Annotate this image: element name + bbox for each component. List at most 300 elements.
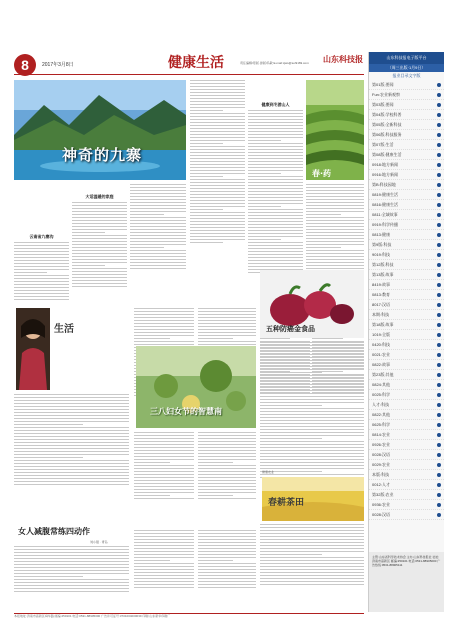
text-line — [134, 584, 194, 585]
text-line — [248, 260, 303, 261]
text-line — [134, 308, 194, 309]
flower-photo — [136, 346, 256, 428]
text-line — [248, 176, 303, 177]
text-line — [248, 212, 303, 213]
bullet-icon — [437, 313, 441, 317]
bullet-icon — [437, 163, 441, 167]
text-line — [72, 211, 127, 212]
text-line — [14, 460, 129, 461]
text-line — [260, 372, 322, 373]
sidebar-issue-link[interactable] — [369, 90, 444, 100]
text-line — [134, 483, 194, 484]
text-line — [14, 284, 69, 285]
text-line — [198, 495, 233, 496]
sidebar-issue-link[interactable] — [369, 110, 444, 120]
text-line — [248, 221, 303, 222]
text-line — [198, 323, 256, 324]
text-line — [198, 587, 256, 588]
bullet-icon — [437, 193, 441, 197]
text-line — [248, 143, 303, 144]
text-line — [14, 281, 69, 282]
bullet-icon — [437, 123, 441, 127]
text-line — [190, 200, 245, 201]
text-line — [72, 280, 127, 281]
text-line — [190, 239, 245, 240]
jiuzhai-subhead: 云南省九寨沟 — [29, 234, 54, 239]
text-line — [248, 245, 303, 246]
text-line — [260, 465, 364, 466]
bullet-icon — [437, 153, 441, 157]
sidebar-issue-link[interactable] — [369, 340, 444, 350]
text-line — [14, 463, 129, 464]
sidebar-issue-link[interactable] — [369, 390, 444, 400]
text-line — [14, 436, 129, 437]
text-line — [260, 581, 364, 582]
woman-portrait-illustration — [16, 308, 50, 390]
text-line — [248, 164, 303, 165]
bullet-icon — [437, 263, 441, 267]
woman-portrait-photo — [16, 308, 50, 390]
text-line — [72, 205, 127, 206]
sidebar-subtitle: （周三出版·1月9日） — [369, 64, 444, 72]
sidebar-issue-link[interactable] — [369, 140, 444, 150]
bullet-icon — [437, 493, 441, 497]
text-line — [72, 262, 127, 263]
text-line — [130, 199, 186, 200]
text-line — [190, 173, 245, 174]
jiuzhai-article-col3 — [130, 184, 186, 302]
agri-corner-tag: 健康农业 — [262, 470, 275, 474]
text-line — [190, 158, 245, 159]
text-line — [134, 542, 194, 543]
text-line — [72, 241, 127, 242]
sidebar-issue-label: 1019:全版 — [372, 331, 391, 337]
sidebar-issue-link[interactable] — [369, 270, 444, 280]
text-line — [306, 238, 364, 239]
sidebar-issue-link[interactable] — [369, 120, 444, 130]
sidebar-issue-link[interactable] — [369, 380, 444, 390]
text-line — [190, 185, 245, 186]
text-line — [130, 226, 186, 227]
text-line — [190, 194, 245, 195]
text-line — [14, 445, 129, 446]
sidebar-issue-link[interactable] — [369, 410, 444, 420]
text-line — [248, 170, 303, 171]
text-line — [134, 533, 194, 534]
text-line — [198, 560, 233, 561]
text-line — [306, 232, 364, 233]
sidebar-issue-link[interactable] — [369, 510, 444, 520]
sidebar-issue-link[interactable] — [369, 100, 444, 110]
text-line — [248, 167, 303, 168]
text-line — [198, 533, 256, 534]
text-line — [14, 573, 129, 574]
text-line — [260, 584, 364, 585]
bullet-icon — [437, 473, 441, 477]
text-line — [260, 533, 364, 534]
sidebar-issue-label: 第32版:农业 — [372, 491, 394, 497]
text-line — [198, 542, 256, 543]
text-line — [190, 179, 245, 180]
page-number-badge: 8 — [14, 54, 36, 76]
text-line — [198, 317, 256, 318]
text-line — [190, 236, 245, 237]
text-line — [198, 444, 256, 445]
text-line — [198, 344, 256, 345]
text-line — [72, 250, 127, 251]
text-line — [14, 552, 129, 553]
text-line — [190, 143, 223, 144]
sidebar-issue-link[interactable] — [369, 450, 444, 460]
text-line — [198, 489, 256, 490]
text-line — [130, 238, 186, 239]
text-line — [190, 230, 245, 231]
sidebar-issue-link[interactable] — [369, 150, 444, 160]
text-line — [14, 293, 69, 294]
sidebar-issue-label: 8017:汉语 — [372, 301, 391, 307]
text-line — [14, 427, 129, 428]
sidebar-issue-link[interactable] — [369, 420, 444, 430]
text-line — [190, 116, 245, 117]
bullet-icon — [437, 323, 441, 327]
text-line — [190, 221, 245, 222]
text-line — [14, 266, 69, 267]
sidebar-issue-link[interactable] — [369, 360, 444, 370]
bullet-icon — [437, 463, 441, 467]
text-line — [198, 584, 256, 585]
text-line — [198, 326, 256, 327]
text-line — [190, 110, 223, 111]
text-line — [72, 217, 127, 218]
text-line — [134, 566, 194, 567]
jiuzhai-photo — [14, 80, 186, 180]
text-line — [260, 524, 364, 525]
sidebar-issue-label: 0926:农业 — [372, 441, 391, 447]
bullet-icon — [437, 393, 441, 397]
text-line — [248, 173, 281, 174]
text-line — [72, 235, 127, 236]
text-line — [134, 332, 194, 333]
text-line — [14, 475, 129, 476]
sidebar-issue-label: 0814:农业 — [372, 431, 391, 437]
sidebar-issue-link[interactable] — [369, 490, 444, 500]
bullet-icon — [437, 273, 441, 277]
text-line — [260, 354, 364, 355]
text-line — [260, 545, 364, 546]
text-line — [14, 451, 129, 452]
sidebar-issue-link[interactable] — [369, 350, 444, 360]
text-line — [190, 83, 245, 84]
sidebar-issue-link[interactable] — [369, 240, 444, 250]
text-line — [134, 338, 170, 339]
text-line — [190, 191, 245, 192]
sidebar-issue-link[interactable] — [369, 230, 444, 240]
center-article-col4 — [198, 432, 256, 527]
text-line — [14, 439, 129, 440]
text-line — [248, 182, 303, 183]
sidebar-issue-label: 人才:科技 — [372, 401, 390, 407]
text-line — [306, 208, 364, 209]
text-line — [306, 229, 364, 230]
sidebar-issue-link[interactable] — [369, 190, 444, 200]
text-line — [14, 564, 129, 565]
sidebar-issue-link[interactable] — [369, 280, 444, 290]
text-line — [260, 423, 364, 424]
sidebar-issue-label: 0919:科学传播 — [372, 221, 399, 227]
text-line — [260, 363, 364, 364]
text-line — [14, 582, 129, 583]
bullet-icon — [437, 243, 441, 247]
text-line — [14, 275, 69, 276]
five-foods-title: 五种防癌金食品 — [266, 324, 315, 333]
text-line — [306, 211, 364, 212]
text-line — [190, 152, 245, 153]
text-line — [130, 265, 186, 266]
text-line — [190, 188, 245, 189]
text-line — [190, 155, 245, 156]
sidebar-issue-link[interactable] — [369, 200, 444, 210]
text-line — [198, 539, 256, 540]
text-line — [190, 206, 245, 207]
sidebar-issue-link[interactable] — [369, 460, 444, 470]
text-line — [248, 248, 303, 249]
text-line — [72, 220, 127, 221]
text-line — [134, 441, 194, 442]
text-line — [248, 149, 303, 150]
text-line — [198, 486, 256, 487]
text-line — [198, 456, 256, 457]
text-line — [190, 101, 245, 102]
sidebar-issue-link[interactable] — [369, 320, 444, 330]
text-line — [14, 484, 129, 485]
family-subhead: 大话温暖的家庭 — [85, 194, 114, 199]
text-line — [198, 530, 256, 531]
sidebar-issue-link[interactable] — [369, 260, 444, 270]
text-line — [260, 396, 364, 397]
sidebar-issue-link[interactable] — [369, 480, 444, 490]
text-line — [130, 250, 186, 251]
text-line — [306, 214, 341, 215]
text-line — [198, 435, 256, 436]
bullet-icon — [437, 93, 441, 97]
bullet-icon — [437, 503, 441, 507]
sidebar-issue-link[interactable] — [369, 440, 444, 450]
text-line — [190, 89, 245, 90]
text-line — [14, 394, 129, 395]
sidebar-issue-link[interactable] — [369, 210, 444, 220]
text-line — [130, 256, 186, 257]
text-line — [198, 572, 256, 573]
bullet-icon — [437, 113, 441, 117]
sidebar-issue-link[interactable] — [369, 80, 444, 90]
text-line — [198, 557, 256, 558]
text-line — [134, 335, 194, 336]
text-line — [134, 465, 194, 466]
svg-text:春·药: 春·药 — [312, 169, 332, 178]
text-line — [130, 193, 186, 194]
header-rule — [14, 74, 364, 75]
bullet-icon — [437, 423, 441, 427]
sidebar-issue-label: 第05版:全新科技 — [372, 121, 402, 127]
text-line — [190, 164, 245, 165]
bottom-article-col2 — [198, 530, 256, 610]
text-line — [134, 581, 194, 582]
sidebar-issue-link[interactable] — [369, 160, 444, 170]
text-line — [198, 483, 256, 484]
text-line — [248, 203, 303, 204]
section-title: 健康生活 — [168, 55, 224, 71]
sidebar-issue-link[interactable] — [369, 220, 444, 230]
text-line — [260, 548, 364, 549]
sidebar-issue-label: 本期:科技 — [372, 311, 390, 317]
text-line — [198, 468, 256, 469]
text-line — [260, 438, 322, 439]
bullet-icon — [437, 183, 441, 187]
text-line — [134, 489, 194, 490]
sidebar-issue-label: 0918:地方新闻 — [372, 161, 399, 167]
text-line — [248, 134, 303, 135]
text-line — [72, 223, 127, 224]
text-line — [130, 223, 186, 224]
sidebar-issue-label: 第B:科技园地 — [372, 181, 396, 187]
text-line — [198, 335, 256, 336]
text-line — [260, 462, 364, 463]
sidebar-issue-label: 0625:科学 — [372, 421, 391, 427]
bullet-icon — [437, 173, 441, 177]
bullet-icon — [437, 293, 441, 297]
text-line — [248, 257, 303, 258]
text-line — [306, 244, 364, 245]
sidebar-issue-link[interactable] — [369, 290, 444, 300]
text-line — [260, 551, 364, 552]
sidebar-issue-link[interactable] — [369, 500, 444, 510]
text-line — [14, 299, 69, 300]
bullet-icon — [437, 363, 441, 367]
text-line — [248, 230, 303, 231]
center-article-col3 — [134, 432, 194, 527]
text-line — [190, 137, 245, 138]
text-line — [14, 585, 129, 586]
sidebar-issue-link[interactable] — [369, 180, 444, 190]
text-line — [306, 256, 364, 257]
sidebar-issue-label: 第13版:故事 — [372, 271, 394, 277]
text-line — [260, 411, 364, 412]
text-line — [14, 406, 129, 407]
text-line — [190, 86, 245, 87]
sidebar-issue-link[interactable] — [369, 400, 444, 410]
yellow-field-title: 春耕茶田 — [268, 498, 305, 508]
text-line — [130, 235, 186, 236]
text-line — [14, 415, 129, 416]
middle-article-col2 — [248, 80, 303, 302]
text-line — [130, 247, 164, 248]
sidebar-issue-label: 0028:汉语 — [372, 451, 391, 457]
sidebar-title: 山东科技报电子版平台 — [369, 52, 444, 64]
text-line — [260, 456, 364, 457]
text-line — [14, 430, 129, 431]
text-line — [306, 241, 364, 242]
sidebar-issue-label: 0822:其他 — [372, 411, 391, 417]
sidebar-issue-link[interactable] — [369, 330, 444, 340]
text-line — [260, 342, 364, 343]
bullet-icon — [437, 303, 441, 307]
issue-date: 2017年3月8日 — [42, 62, 74, 68]
sidebar-issue-link[interactable] — [369, 430, 444, 440]
text-line — [14, 257, 69, 258]
text-line — [134, 539, 194, 540]
bullet-icon — [437, 513, 441, 517]
bottom-article-col1 — [134, 530, 194, 610]
text-line — [248, 119, 303, 120]
text-line — [248, 179, 303, 180]
text-line — [248, 116, 303, 117]
text-line — [72, 232, 105, 233]
sidebar-issue-link[interactable] — [369, 250, 444, 260]
text-line — [190, 98, 245, 99]
text-line — [248, 200, 303, 201]
text-line — [14, 290, 69, 291]
text-line — [306, 235, 364, 236]
text-line — [190, 197, 245, 198]
text-line — [130, 196, 186, 197]
text-line — [130, 268, 186, 269]
text-line — [306, 187, 364, 188]
sidebar-issue-label: 第04版:学校科普 — [372, 111, 402, 117]
text-line — [130, 232, 186, 233]
sidebar-issue-link[interactable] — [369, 130, 444, 140]
text-line — [198, 554, 256, 555]
text-line — [190, 134, 245, 135]
text-line — [248, 233, 303, 234]
text-line — [306, 223, 364, 224]
text-line — [306, 259, 364, 260]
masthead-logo: 山东科技报 — [323, 54, 363, 64]
text-line — [260, 381, 364, 382]
text-line — [248, 218, 303, 219]
text-line — [14, 567, 129, 568]
text-line — [14, 481, 129, 482]
text-line — [72, 229, 127, 230]
life-heading: 生活 — [54, 324, 74, 335]
sidebar-issue-link[interactable] — [369, 470, 444, 480]
text-line — [198, 566, 256, 567]
sidebar-issue-label: Fun:农业新观察 — [372, 91, 401, 97]
bullet-icon — [437, 453, 441, 457]
sidebar-issue-label: 0916:地方新闻 — [372, 171, 399, 177]
text-line — [260, 459, 364, 460]
bullet-icon — [437, 213, 441, 217]
text-line — [260, 420, 364, 421]
text-line — [190, 131, 245, 132]
sidebar-issue-link[interactable] — [369, 310, 444, 320]
bottom-article-col3 — [260, 524, 364, 610]
text-line — [130, 229, 186, 230]
bullet-icon — [437, 143, 441, 147]
text-line — [130, 214, 164, 215]
sidebar-issue-link[interactable] — [369, 370, 444, 380]
text-line — [130, 184, 186, 185]
text-line — [14, 546, 129, 547]
sidebar-issue-link[interactable] — [369, 170, 444, 180]
text-line — [134, 554, 194, 555]
text-line — [134, 477, 194, 478]
text-line — [130, 262, 186, 263]
middle-article-col1 — [190, 80, 245, 302]
text-line — [14, 397, 129, 398]
text-line — [198, 471, 256, 472]
jiuzhai-article-col2 — [72, 184, 127, 302]
sidebar-issue-link[interactable] — [369, 300, 444, 310]
